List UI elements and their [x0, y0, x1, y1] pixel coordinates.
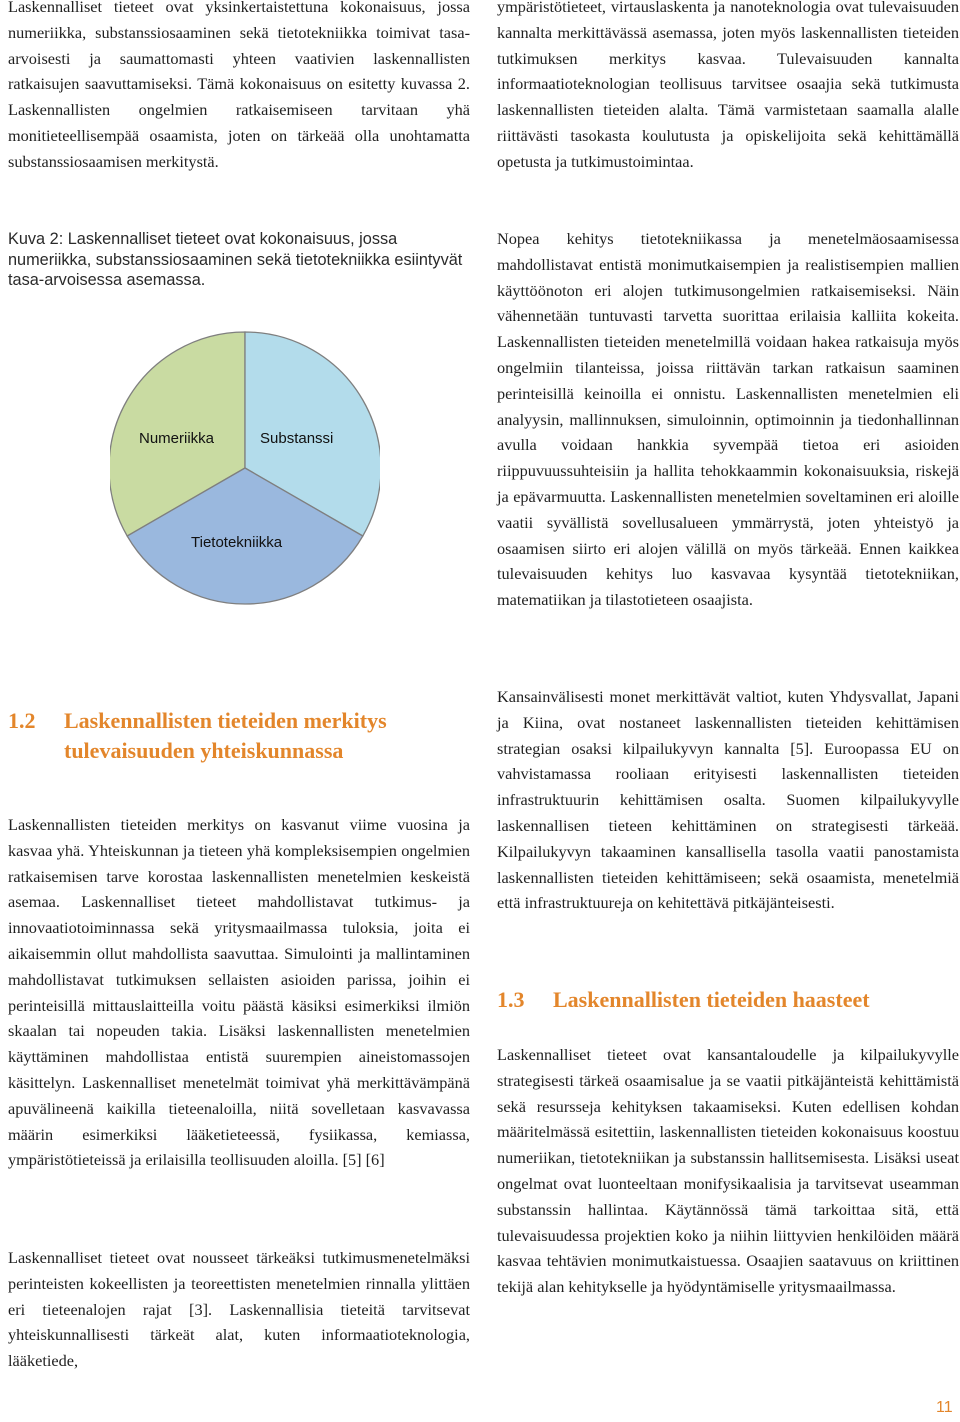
intro-paragraph: Laskennalliset tieteet ovat yksinkertaistettuna kokonaisuus, jossa numeriikka, substanssiosaaminen sekä tietotekniikka toimivat tasa-arvoisesti ja saumattomasti yhteen vaativien laskennallisten ratkaisujen saavuttamiseksi. Tämä kokonaisuus on esitetty kuvassa 2. Laskennallisten ongelmien ratkaisemiseen tarvitaan yhä monitieteellisempää osaamista, joten on tärkeää olla unohtamatta substanssiosaamisen merkitystä. [8, 0, 470, 171]
body-paragraph: Laskennalliset tieteet ovat kansantaloudelle ja kilpailukyvylle strategisesti tärkeä osaamisalue ja se vaatii pitkäjänteistä kehittämistä sekä resursseja kehityksen takaamiseksi. Kuten edellisen kohdan määritelmässä esitettiin, laskennallisten tieteiden kokonaisuus koostuu numeriikan, tietotekniikan ja substanssin hallitsemisesta. Lisäksi useat ongelmat ovat luonteeltaan monifysikaalisia ja tarvitsevat useamman substanssin hallintaa. Käytännössä tämä tarkoittaa sitä, että tulevaisuudessa projektien koko ja niihin liittyvien henkilöiden määrä kasvaa tehtävien monimutkaistuessa. Osaajien saatavuus on kriittinen tekijä alan kehitykselle ja hyödyntämiselle yritysmaailmassa. [497, 1045, 959, 1297]
section-heading-1-2 [8, 706, 470, 766]
page-number: 11 [936, 1399, 953, 1416]
section-heading-1-3 [497, 985, 959, 1015]
body-paragraph: Kansainvälisesti monet merkittävät valtiot, kuten Yhdysvallat, Japani ja Kiina, ovat nostaneet laskennallisten tieteiden kehittämisen strategian osaksi kilpailukyvyn kannalta [5]. Euroopassa EU on vahvistamassa rooliaan erityisesti laskennallisten tieteiden infrastruktuurin kehittämisen osalta. Suomen kilpailukyvylle laskennallisen tieteen kehittäminen on strategisesti tärkeää. Kilpailukyvyn takaaminen kansallisella tasolla vaatii panostamista laskennallisten tieteiden kehittämiseen; sekä osaamista, menetelmiä että infrastruktuureja on kehitettävä pitkäjänteisesti. [497, 687, 959, 913]
section-title: Laskennallisten tieteiden haasteet [553, 987, 870, 1012]
section-number: 1.2 [8, 708, 36, 733]
section-title: Laskennallisten tieteiden merkitys tulevaisuuden yhteiskunnassa [64, 708, 387, 763]
body-paragraph: Nopea kehitys tietotekniikassa ja menetelmäosaamisessa mahdollistavat entistä monimutkaisempien ja realistisempien mallien käyttöönoton eri alojen tutkimusongelmien ratkaisemiseksi. Näin vähennetään tuntuvasti tarvetta suorittaa erilaisia kalliita kokeita. Laskennallisten tieteiden menetelmillä voidaan hakea ratkaisuja myös ongelmiin tilanteissa, joissa riittävän tarkan ratkaisun saaminen perinteisillä keinoilla ei onnistu. Laskennallisten menetelmien eli analyysin, mallinnuksen, simuloinnin, optimoinnin ja tiedonhallinnan avulla voidaan hankkia syvempää tietoa eri asioiden riippuvuussuhteisiin ja hallita tehokkaammin kokonaisuuksia, riskejä ja epävarmuutta. Laskennallisten menetelmien soveltaminen eri aloille vaatii syvällistä sovellusalueen ymmärrystä, joten yhteistyö ja osaamisen siirto eri alojen välillä on myös tärkeää. Ennen kaikkea tulevaisuuden kehitys luo kasvavaa kysyntää tietotekniikan, matematiikan ja tilastotieteen osaajista. [497, 229, 959, 610]
body-paragraph: Laskennallisten tieteiden merkitys on kasvanut viime vuosina ja kasvaa yhä. Yhteiskunnan ja tieteen yhä kompleksisempien ongelmien ratkaisemisen tarve korostaa laskennallisten menetelmien keskeistä asemaa. Laskennalliset tieteet mahdollistavat tutkimus- ja innovaatiotoiminnassa sekä yritysmaailmassa tuloksia, joita ei aikaisemmin ollut mahdollista saavuttaa. Simulointi ja mallintaminen mahdollistavat tutkimuksen sellaisten asioiden parissa, joihin ei perinteisillä mittauslaitteilla voitu päästä käsiksi esimerkiksi ilmiön skaalan tai nopeuden takia. Lisäksi laskennallisten menetelmien käyttäminen mahdollistaa entistä suurempien aineistomassojen käsittelyn. Laskennalliset menetelmät toimivat yhä merkittävämpänä apuvälineenä kaikilla tieteenaloilla, niitä sovelletaan kasvavassa määrin esimerkiksi lääketieteessä, fysiikassa, kemiassa, ympäristötieteissä ja erilaisilla teollisuuden aloilla. [5] [6] [8, 815, 470, 1170]
label-numeriikka: Numeriikka [139, 430, 215, 447]
section-number: 1.3 [497, 987, 525, 1012]
label-tietotekniikka: Tietotekniikka [191, 534, 283, 551]
body-paragraph: ympäristötieteet, virtauslaskenta ja nanoteknologia ovat tulevaisuuden kannalta merkittävässä asemassa, joten myös laskennallisten tieteiden tutkimuksen merkitys kasvaa. Tulevaisuuden kannalta informaatioteknologian teollisuus tarvitsee osaajia sekä tutkimusta laskennallisten tieteiden alalta. Tämä varmistetaan saamalla alalle riittävästi tasokasta koulutusta ja opiskelijoita sekä kehittämällä opetusta ja tutkimustoimintaa. [497, 0, 959, 171]
body-paragraph: Laskennalliset tieteet ovat nousseet tärkeäksi tutkimusmenetelmäksi perinteisten kokeellisten ja teoreettisten menetelmien rinnalla ylittäen eri tieteenalojen rajat [3]. Laskennallisia tieteitä tarvitsevat yhteiskunnallisesti tärkeät alat, kuten informaatioteknologia, lääketiede, [8, 1248, 470, 1371]
figure-diagram [110, 320, 380, 605]
label-substanssi: Substanssi [260, 430, 334, 447]
figure-caption: Kuva 2: Laskennalliset tieteet ovat kokonaisuus, jossa numeriikka, substanssiosaaminen sekä tietotekniikka esiintyvät tasa-arvoisessa asemassa. [8, 230, 463, 289]
